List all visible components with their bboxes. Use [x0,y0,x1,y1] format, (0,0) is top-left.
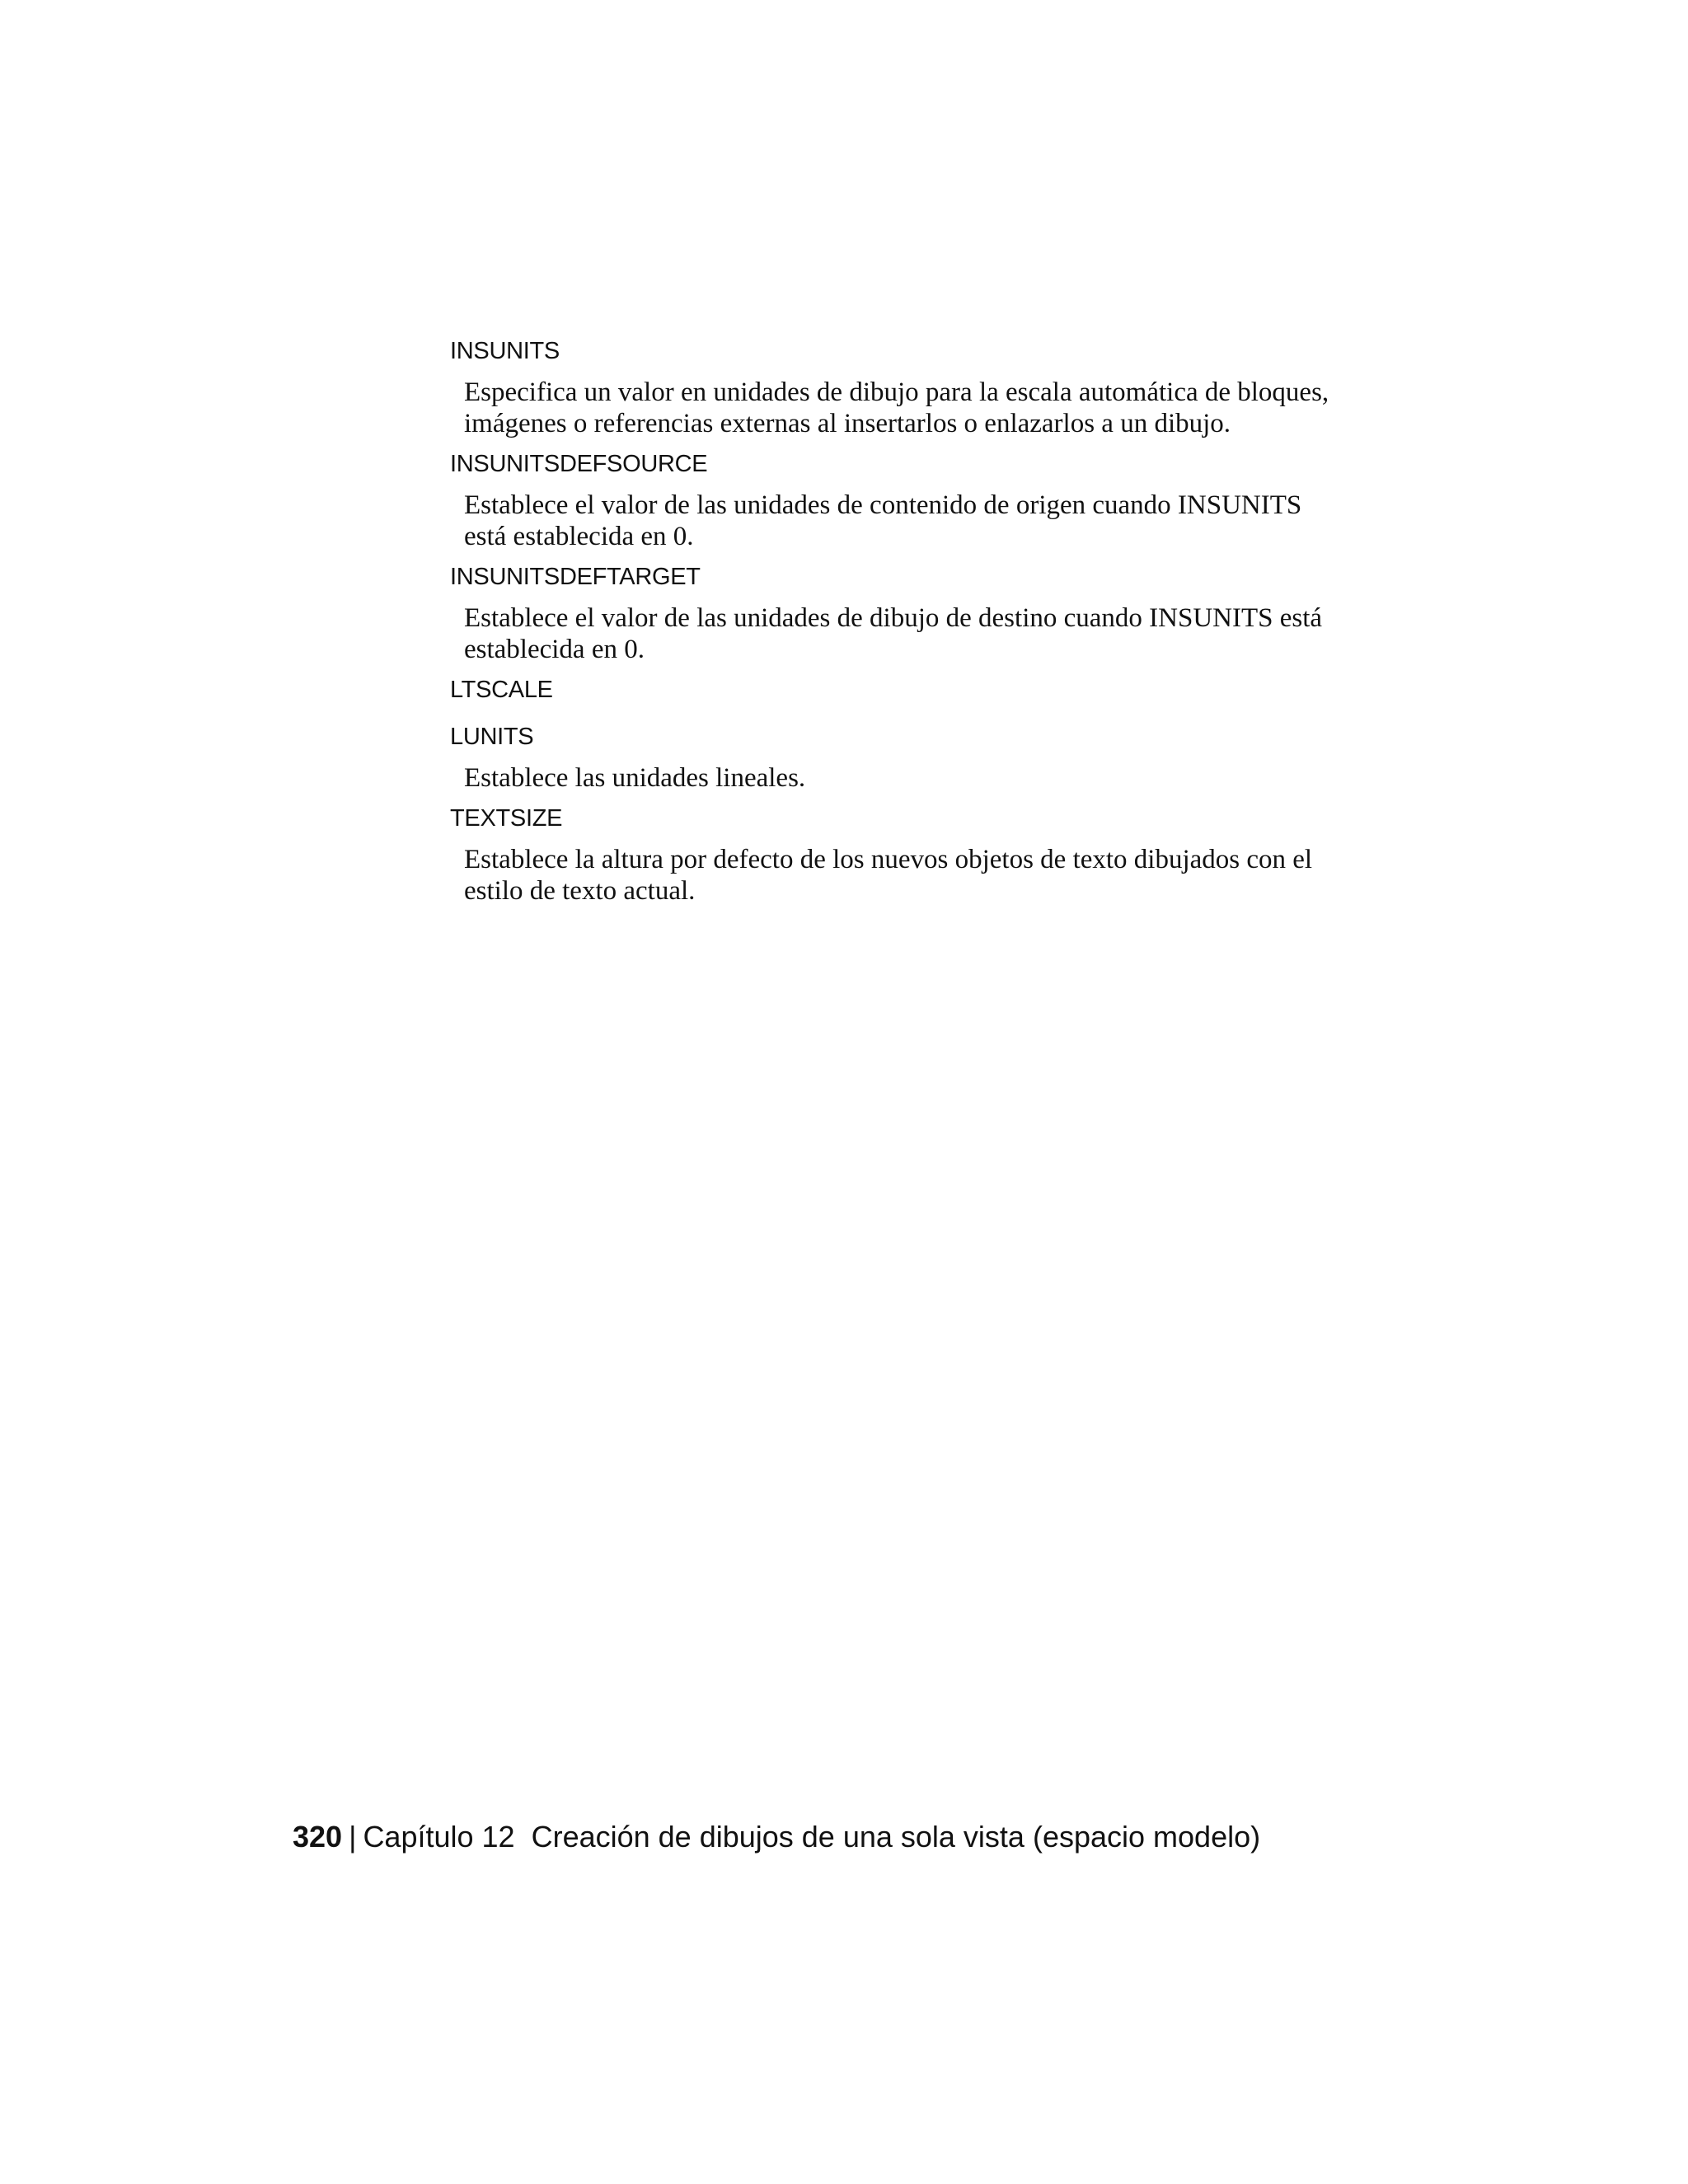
variable-list [450,334,1357,914]
entry-term: LUNITS [450,724,534,750]
entry-lunits [450,719,1357,794]
page-number: 320 [293,1820,343,1854]
footer-separator: | [349,1820,357,1854]
entry-description: Establece el valor de las unidades de dibujo de destino cuando INSUNITS está establecida en 0. [464,603,1323,664]
page-footer [293,1817,1260,1857]
entry-textsize [450,801,1357,907]
entry-insunitsdeftarget [450,560,1357,665]
entry-description: Especifica un valor en unidades de dibujo para la escala automática de bloques, imágenes o referencias externas al insertarlos o enlazarlos a un dibujo. [464,377,1329,438]
entry-description: Establece el valor de las unidades de contenido de origen cuando INSUNITS está establecida en 0. [464,490,1302,551]
entry-term: LTSCALE [450,677,553,703]
entry-description: Establece las unidades lineales. [464,763,806,793]
chapter-title: Creación de dibujos de una sola vista (espacio modelo) [531,1820,1261,1854]
entry-term: INSUNITSDEFTARGET [450,564,701,590]
entry-insunitsdefsource [450,447,1357,552]
entry-term: INSUNITS [450,338,560,364]
entry-term: INSUNITSDEFSOURCE [450,451,708,477]
entry-term: TEXTSIZE [450,805,563,832]
chapter-label: Capítulo 12 [363,1820,515,1854]
entry-description: Establece la altura por defecto de los nuevos objetos de texto dibujados con el estilo de texto actual. [464,845,1313,906]
entry-ltscale [450,673,1357,707]
entry-insunits [450,334,1357,439]
